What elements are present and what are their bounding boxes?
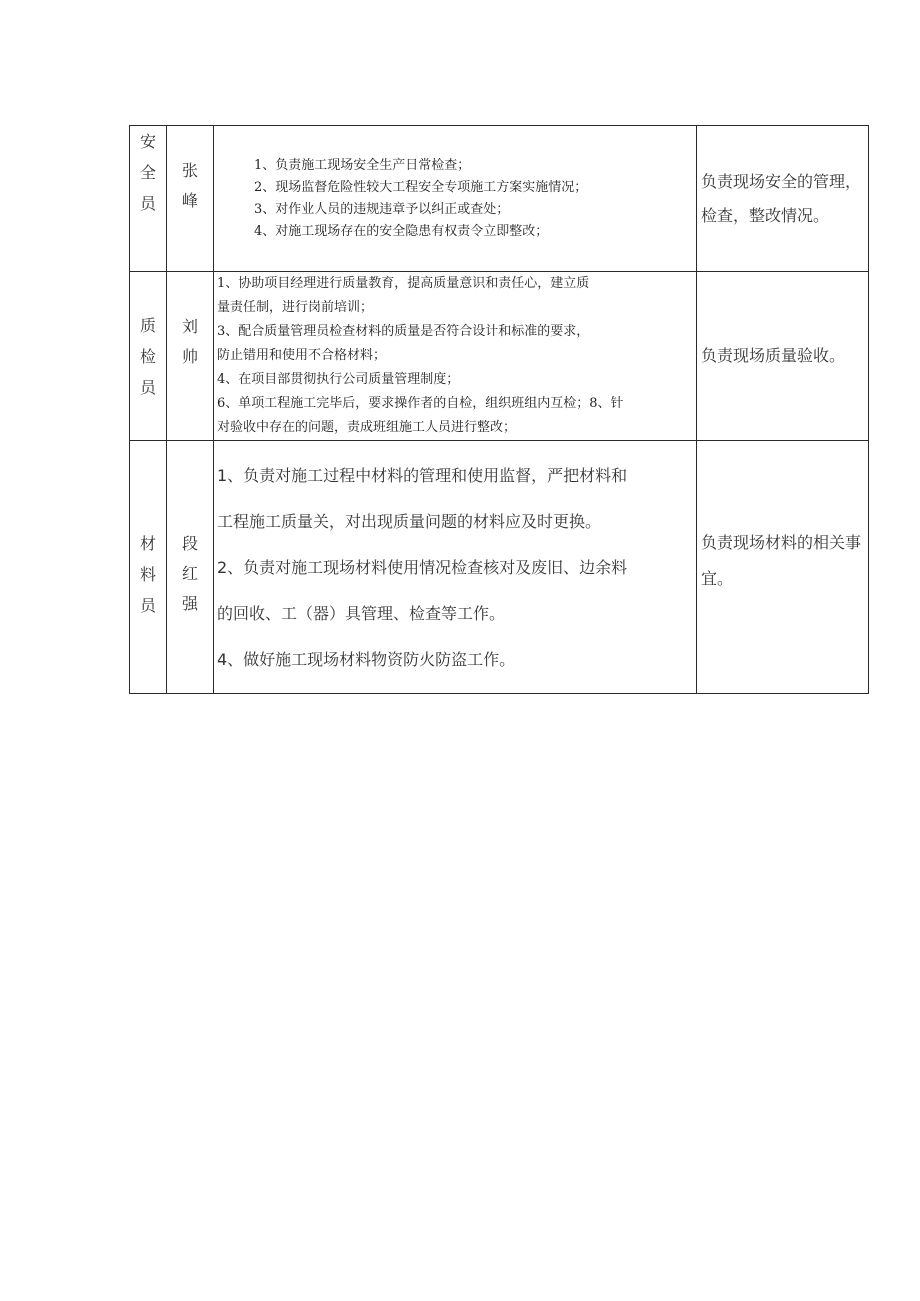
person-name: 刘 帅 <box>181 317 198 366</box>
duty-item: 工程施工质量关，对出现质量问题的材料应及时更换。 <box>217 512 602 531</box>
responsibility-cell <box>697 441 869 694</box>
duty-item: 1、协助项目经理进行质量教育，提高质量意识和责任心，建立质 <box>217 276 590 291</box>
duty-list <box>217 453 692 683</box>
name-cell <box>167 126 214 272</box>
name-cell <box>167 441 214 694</box>
duty-list <box>254 155 686 243</box>
responsibility-text: 负责现场材料的相关事宜。 <box>701 533 862 588</box>
role-cell <box>130 272 167 441</box>
person-name: 段 红 强 <box>181 534 198 613</box>
name-cell <box>167 272 214 441</box>
duty-item: 防止错用和使用不合格材料； <box>217 348 387 363</box>
duty-item: 2、负责对施工现场材料使用情况检查核对及废旧、边余料 <box>217 558 628 577</box>
table-row-quality-inspector <box>130 272 869 441</box>
role-title: 材 料 员 <box>139 533 156 615</box>
table-row-materials-officer <box>130 441 869 694</box>
duty-item: 2、现场监督危险性较大工程安全专项施工方案实施情况； <box>254 179 588 195</box>
duty-item: 量责任制，进行岗前培训； <box>217 300 374 315</box>
role-title: 质 检 员 <box>139 315 156 397</box>
duties-cell <box>214 126 697 272</box>
duty-list <box>217 272 694 440</box>
role-cell <box>130 126 167 272</box>
duty-item: 4、对施工现场存在的安全隐患有权责令立即整改； <box>254 223 549 239</box>
table-row-safety-officer <box>130 126 869 272</box>
duty-item: 6、单项工程施工完毕后，要求操作者的自检，组织班组内互检；8、针 <box>217 396 624 411</box>
duty-item: 4、做好施工现场材料物资防火防盗工作。 <box>217 650 516 669</box>
role-title: 安 全 员 <box>139 132 156 213</box>
duties-cell <box>214 272 697 441</box>
person-name: 张 峰 <box>181 161 198 210</box>
responsibility-cell <box>697 126 869 272</box>
duty-item: 3、配合质量管理员检查材料的质量是否符合设计和标准的要求， <box>217 324 590 339</box>
responsibility-cell <box>697 272 869 441</box>
personnel-duty-table <box>129 125 869 694</box>
role-cell <box>130 441 167 694</box>
duty-item: 对验收中存在的问题，责成班组施工人员进行整改； <box>217 420 517 435</box>
duty-item: 3、对作业人员的违规违章予以纠正或查处； <box>254 201 510 217</box>
duty-item: 4、在项目部贯彻执行公司质量管理制度； <box>217 372 460 387</box>
duties-cell <box>214 441 697 694</box>
responsibility-text: 负责现场安全的管理，检查，整改情况。 <box>701 171 862 225</box>
responsibility-text: 负责现场质量验收。 <box>701 346 846 365</box>
duty-item: 的回收、工（器）具管理、检查等工作。 <box>217 604 506 623</box>
duty-item: 1、负责施工现场安全生产日常检查； <box>254 157 471 173</box>
duty-item: 1、负责对施工过程中材料的管理和使用监督，严把材料和 <box>217 466 628 485</box>
